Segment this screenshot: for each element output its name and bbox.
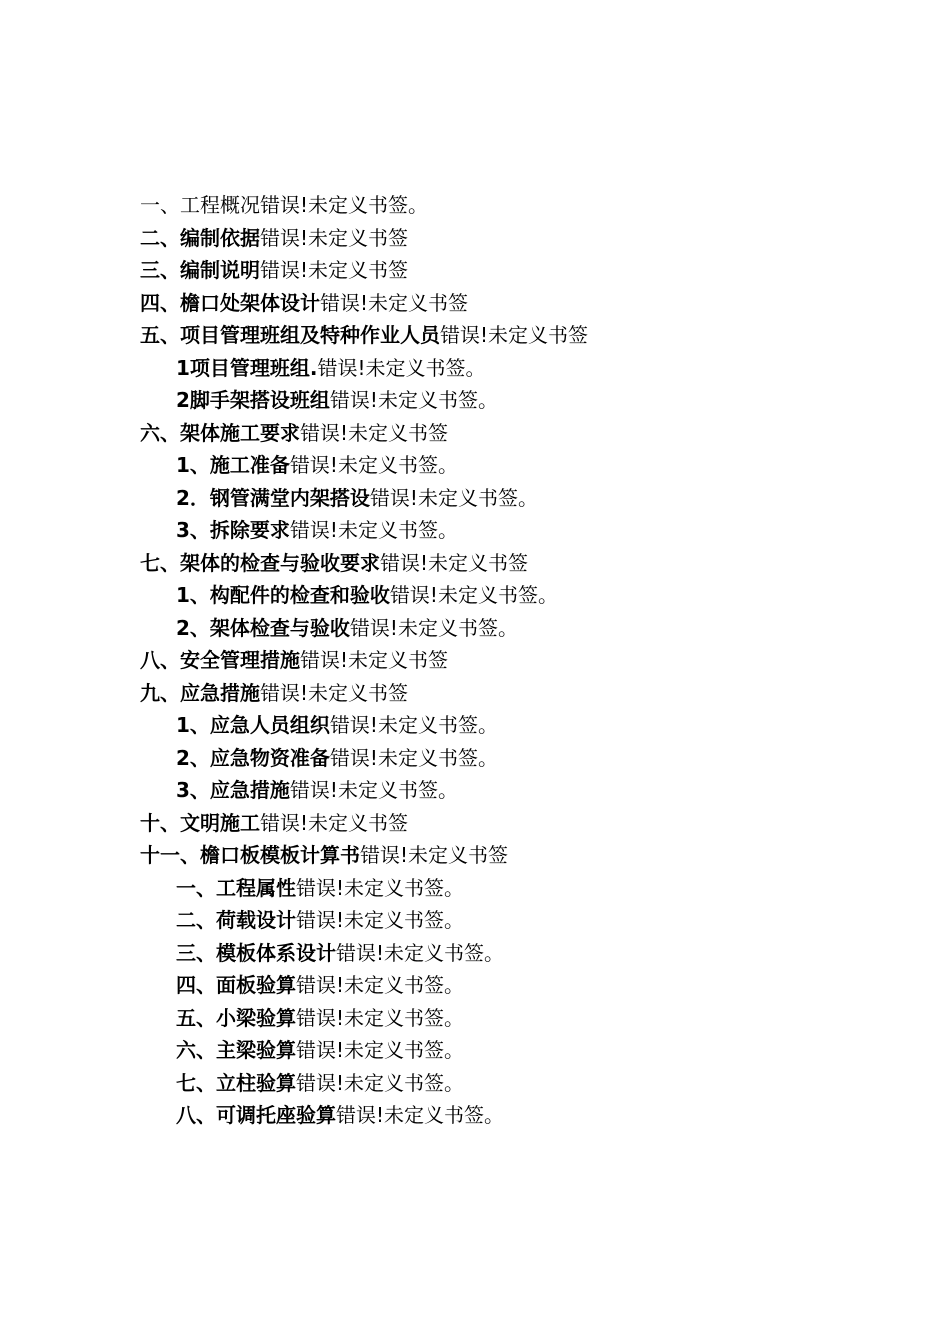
toc-entry[interactable] bbox=[0, 417, 950, 450]
toc-entry[interactable] bbox=[0, 319, 950, 352]
toc-entry-title: 三、编制说明 bbox=[140, 258, 260, 282]
toc-entry[interactable] bbox=[0, 644, 950, 677]
toc-entry-title: 二、编制依据 bbox=[140, 225, 260, 250]
toc-entry-page-ref: 错误!未定义书签 bbox=[440, 323, 589, 347]
toc-entry[interactable] bbox=[0, 547, 950, 580]
toc-entry-page-ref: 错误!未定义书签。 bbox=[296, 1005, 465, 1030]
toc-entry-page-ref: 错误!未定义书签。 bbox=[369, 485, 538, 510]
toc-entry-title: 2、应急物资准备 bbox=[176, 745, 330, 770]
toc-entry-page-ref: 错误!未定义书签。 bbox=[296, 973, 465, 997]
toc-entry[interactable] bbox=[0, 677, 950, 710]
toc-entry[interactable] bbox=[0, 1067, 950, 1100]
toc-entry[interactable] bbox=[0, 937, 950, 970]
toc-entry[interactable] bbox=[0, 482, 950, 515]
toc-entry-title: 1、应急人员组织 bbox=[176, 713, 330, 737]
toc-entry-page-ref: 错误!未定义书签。 bbox=[260, 193, 429, 217]
toc-entry-title: 1、构配件的检查和验收 bbox=[176, 583, 390, 607]
toc-entry-page-ref: 错误!未定义书签。 bbox=[349, 615, 518, 640]
toc-entry[interactable] bbox=[0, 1002, 950, 1035]
toc-entry-title: 2脚手架搭设班组 bbox=[176, 388, 330, 412]
toc-entry-page-ref: 错误!未定义书签 bbox=[260, 225, 409, 250]
toc-entry-title: 七、立柱验算 bbox=[176, 1070, 296, 1095]
toc-entry[interactable] bbox=[0, 612, 950, 645]
toc-entry[interactable] bbox=[0, 969, 950, 1002]
toc-entry-page-ref: 错误!未定义书签 bbox=[320, 290, 469, 315]
toc-entry[interactable] bbox=[0, 514, 950, 547]
toc-entry-title: 3、应急措施 bbox=[176, 778, 290, 802]
toc-entry-title: 1、施工准备 bbox=[176, 453, 290, 477]
toc-entry-page-ref: 错误!未定义书签。 bbox=[289, 453, 458, 477]
table-of-contents bbox=[0, 189, 950, 1132]
toc-entry[interactable] bbox=[0, 254, 950, 287]
toc-entry-page-ref: 错误!未定义书签 bbox=[260, 258, 409, 282]
toc-entry[interactable] bbox=[0, 189, 950, 222]
toc-entry-title: 十一、檐口板模板计算书 bbox=[140, 843, 360, 867]
toc-entry-page-ref: 错误!未定义书签 bbox=[260, 810, 409, 835]
toc-entry-page-ref: 错误!未定义书签。 bbox=[336, 940, 505, 965]
toc-entry[interactable] bbox=[0, 222, 950, 255]
toc-entry[interactable] bbox=[0, 839, 950, 872]
toc-entry-title: 1项目管理班组. bbox=[176, 355, 318, 380]
toc-entry-page-ref: 错误!未定义书签。 bbox=[329, 745, 498, 770]
toc-entry-page-ref: 错误!未定义书签。 bbox=[289, 518, 458, 542]
toc-entry-title: 一、工程属性 bbox=[176, 875, 296, 900]
toc-entry-title: 九、应急措施 bbox=[140, 680, 260, 705]
toc-entry-title: 八、安全管理措施 bbox=[140, 648, 300, 672]
toc-entry-title: 四、面板验算 bbox=[176, 973, 296, 997]
toc-entry-page-ref: 错误!未定义书签。 bbox=[329, 713, 498, 737]
toc-entry-title: 二、荷载设计 bbox=[176, 908, 296, 932]
toc-entry-title: 2．钢管满堂内架搭设 bbox=[176, 485, 370, 510]
toc-entry-page-ref: 错误!未定义书签。 bbox=[296, 1070, 465, 1095]
toc-entry[interactable] bbox=[0, 579, 950, 612]
toc-entry[interactable] bbox=[0, 287, 950, 320]
toc-entry[interactable] bbox=[0, 742, 950, 775]
toc-entry-title: 八、可调托座验算 bbox=[176, 1103, 336, 1127]
toc-entry-page-ref: 错误!未定义书签 bbox=[300, 648, 449, 672]
toc-entry-page-ref: 错误!未定义书签。 bbox=[296, 1038, 465, 1062]
toc-entry[interactable] bbox=[0, 807, 950, 840]
toc-entry-page-ref: 错误!未定义书签 bbox=[380, 550, 529, 575]
toc-entry-page-ref: 错误!未定义书签。 bbox=[336, 1103, 505, 1127]
toc-entry[interactable] bbox=[0, 1034, 950, 1067]
toc-entry-title: 七、架体的检查与验收要求 bbox=[140, 550, 380, 575]
toc-entry-title: 3、拆除要求 bbox=[176, 518, 290, 542]
toc-entry-title: 十、文明施工 bbox=[140, 810, 260, 835]
toc-entry-page-ref: 错误!未定义书签。 bbox=[296, 875, 465, 900]
toc-entry[interactable] bbox=[0, 774, 950, 807]
toc-entry-title: 2、架体检查与验收 bbox=[176, 615, 350, 640]
toc-entry[interactable] bbox=[0, 904, 950, 937]
toc-entry-title: 六、主梁验算 bbox=[176, 1038, 296, 1062]
toc-entry-page-ref: 错误!未定义书签 bbox=[260, 680, 409, 705]
toc-entry[interactable] bbox=[0, 1099, 950, 1132]
toc-entry-title: 五、小梁验算 bbox=[176, 1005, 296, 1030]
toc-entry-page-ref: 错误!未定义书签。 bbox=[289, 778, 458, 802]
toc-entry[interactable] bbox=[0, 709, 950, 742]
toc-entry[interactable] bbox=[0, 872, 950, 905]
toc-entry-title: 四、檐口处架体设计 bbox=[140, 290, 320, 315]
toc-entry-page-ref: 错误!未定义书签 bbox=[360, 843, 509, 867]
toc-entry-title: 一、工程概况 bbox=[140, 193, 260, 217]
toc-entry[interactable] bbox=[0, 384, 950, 417]
toc-entry-page-ref: 错误!未定义书签。 bbox=[317, 355, 486, 380]
toc-entry-page-ref: 错误!未定义书签。 bbox=[329, 388, 498, 412]
toc-entry-page-ref: 错误!未定义书签。 bbox=[389, 583, 558, 607]
toc-entry-title: 六、架体施工要求 bbox=[140, 420, 300, 445]
toc-entry-page-ref: 错误!未定义书签。 bbox=[296, 908, 465, 932]
toc-entry[interactable] bbox=[0, 449, 950, 482]
toc-entry-title: 五、项目管理班组及特种作业人员 bbox=[140, 323, 440, 347]
toc-entry-page-ref: 错误!未定义书签 bbox=[300, 420, 449, 445]
toc-entry-title: 三、模板体系设计 bbox=[176, 940, 336, 965]
toc-entry[interactable] bbox=[0, 352, 950, 385]
